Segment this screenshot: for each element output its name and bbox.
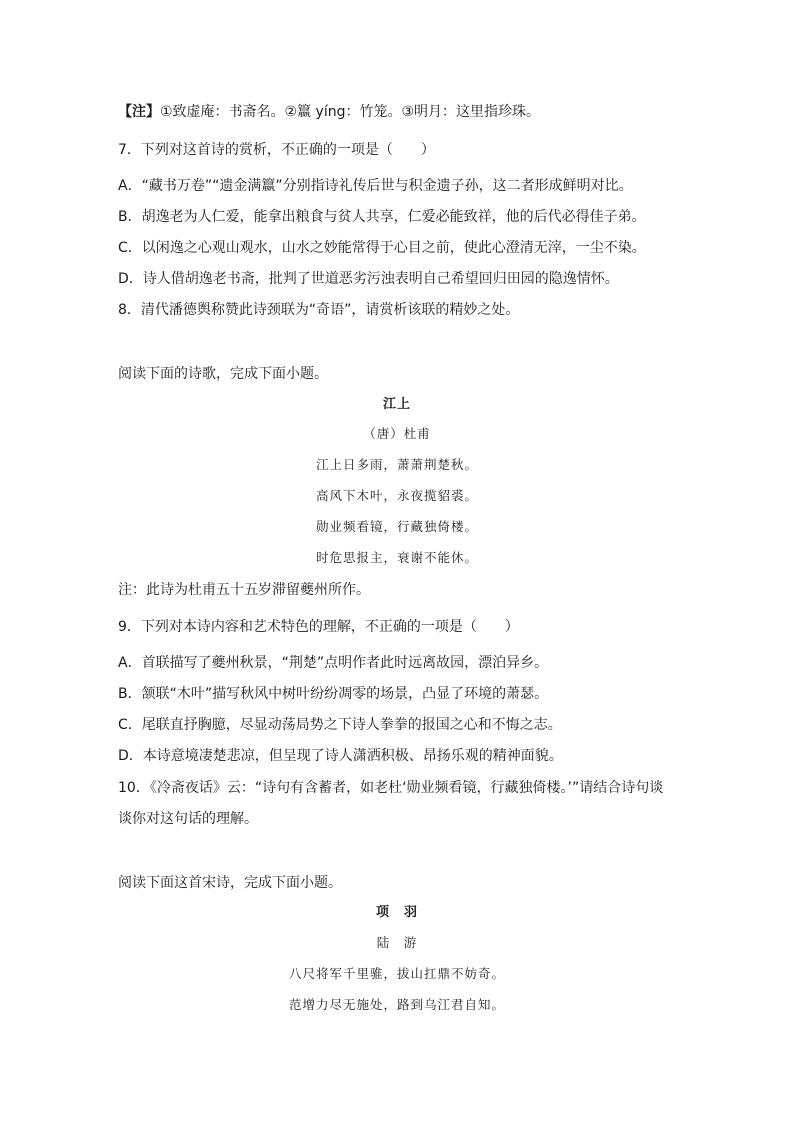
question-7-option-d: D．诗人借胡逸老书斋，批判了世道恶劣污浊表明自己希望回归田园的隐逸情怀。 (118, 271, 619, 287)
poem-1-line: 勋业频看镜，行藏独倚楼。 (315, 519, 478, 534)
poem-2-line: 范增力尽无施处，路到乌江君自知。 (288, 997, 505, 1012)
poem-2-title: 项 羽 (375, 905, 418, 920)
note-prefix: 【注】 (118, 104, 160, 120)
note-text: ①致虚庵：书斋名。②籝 yíng：竹笼。③明月：这里指珍珠。 (160, 104, 541, 120)
poem-1-line: 时危思报主，衰谢不能休。 (315, 550, 478, 565)
question-10-line-2: 谈你对这句话的理解。 (118, 811, 258, 827)
question-8-stem: 8．清代潘德舆称赞此诗颈联为“奇语”，请赏析该联的精妙之处。 (118, 302, 520, 318)
question-9-option-b: B．颔联“木叶”描写秋风中树叶纷纷凋零的场景，凸显了环境的萧瑟。 (118, 686, 549, 702)
note-1 (118, 102, 540, 122)
question-7-option-b: B．胡逸老为人仁爱，能拿出粮食与贫人共享，仁爱必能致祥，他的后代必得佳子弟。 (118, 209, 646, 225)
question-7-option-c: C．以闲逸之心观山观水，山水之妙能常得于心目之前，使此心澄清无滓，一尘不染。 (118, 240, 646, 256)
question-7-option-a: A．“藏书万卷”“遗金满籝”分别指诗礼传后世与积金遗子孙，这二者形成鲜明对比。 (118, 178, 633, 194)
question-9-option-d: D．本诗意境凄楚悲凉，但呈现了诗人潇洒积极、昂扬乐观的精神面貌。 (118, 748, 563, 764)
poem-1-author: （唐）杜甫 (363, 426, 431, 441)
question-7-stem: 7．下列对这首诗的赏析，不正确的一项是（ ） (118, 142, 435, 158)
poem-1-title: 江上 (382, 397, 411, 412)
question-10-line-1: 10．《冷斋夜话》云：“诗句有含蓄者，如老杜‘勋业频看镜，行藏独倚楼。’”请结合诗句谈 (118, 780, 664, 796)
section-3-intro: 阅读下面这首宋诗，完成下面小题。 (118, 875, 342, 891)
poem-1-line: 江上日多雨，萧萧荆楚秋。 (315, 457, 478, 472)
poem-2-line: 八尺将军千里骓，拔山扛鼎不妨奇。 (288, 966, 505, 981)
poem-2-author: 陆 游 (376, 935, 418, 950)
question-9-option-c: C．尾联直抒胸臆，尽显动荡局势之下诗人拳拳的报国之心和不悔之志。 (118, 717, 562, 733)
section-2-intro: 阅读下面的诗歌，完成下面小题。 (118, 366, 328, 382)
poem-1-line: 高风下木叶，永夜揽貂裘。 (315, 488, 478, 503)
question-9-option-a: A．首联描写了夔州秋景，“荆楚”点明作者此时远离故园，漂泊异乡。 (118, 655, 549, 671)
poem-1-note: 注：此诗为杜甫五十五岁滞留夔州所作。 (118, 582, 370, 598)
question-9-stem: 9．下列对本诗内容和艺术特色的理解，不正确的一项是（ ） (118, 619, 519, 635)
